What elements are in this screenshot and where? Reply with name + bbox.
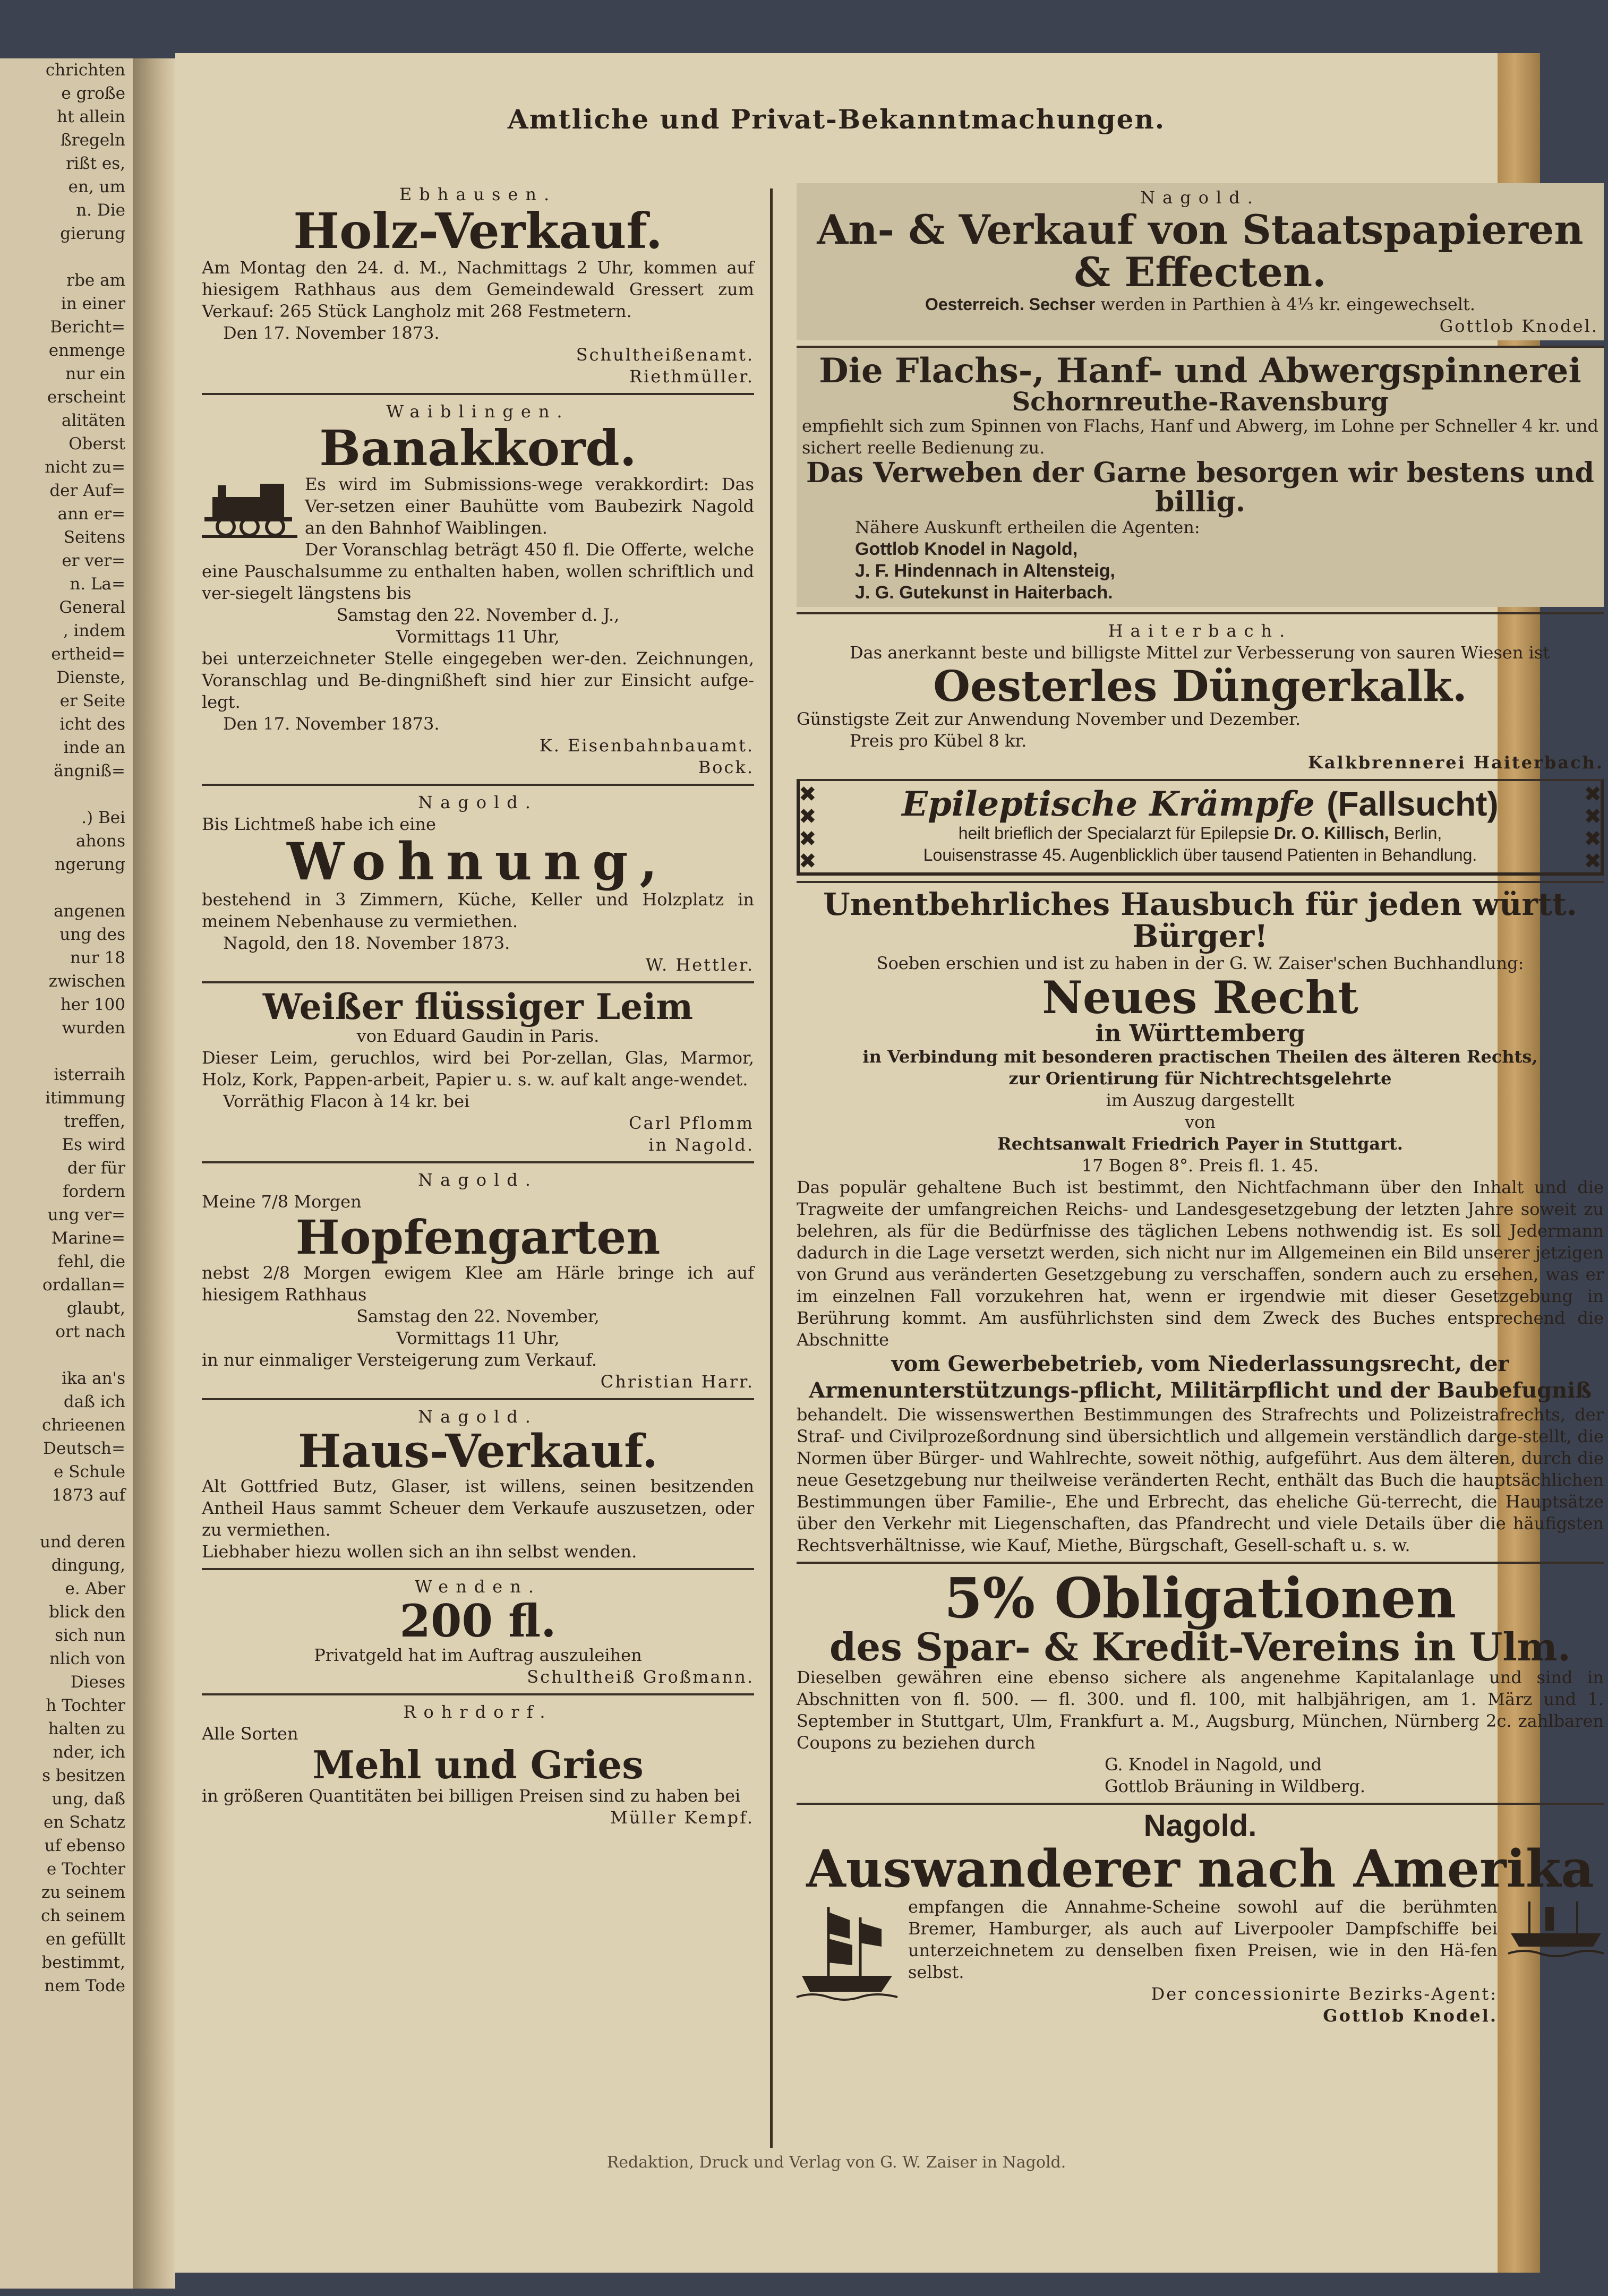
previous-page-line: gierung — [60, 224, 125, 243]
ad-signature: Carl Pflomm — [629, 1113, 754, 1134]
previous-page-line — [0, 876, 133, 899]
previous-page-line: n. Die — [76, 201, 125, 220]
left-column — [202, 183, 754, 1829]
previous-page-line: isterraih — [54, 1065, 125, 1084]
previous-page-line: e. Aber — [65, 1579, 125, 1598]
previous-page-line — [0, 1343, 133, 1367]
ad-hopfengarten — [202, 1161, 754, 1392]
ad-duengerkalk — [797, 612, 1604, 774]
ad-line-1: heilt brieflich der Specialarzt für Epilepsie — [958, 823, 1269, 843]
previous-page-line: chrieenen — [41, 1416, 125, 1435]
previous-page-line: ung, daß — [52, 1789, 125, 1809]
agent-1: Gottlob Knodel in Nagold, — [855, 539, 1078, 560]
ad-place: Nagold. — [1140, 187, 1260, 208]
previous-page-line: Marine= — [51, 1229, 125, 1248]
ad-signature-2: Gottlob Bräuning in Wildberg. — [1105, 1776, 1365, 1797]
right-column — [797, 183, 1604, 2027]
ad-signature-office: Schultheißenamt. — [576, 344, 754, 365]
ad-body-2: in nur einmaliger Versteigerung zum Verkauf. — [202, 1349, 597, 1370]
masthead: Amtliche und Privat-Bekanntmachungen. — [507, 104, 1166, 135]
ad-deadline-date: Samstag den 22. November d. J., — [336, 605, 620, 626]
ad-auction-time: Vormittags 11 Uhr, — [396, 1327, 560, 1348]
previous-page-line: Seitens — [63, 528, 125, 547]
ad-place: Nagold. — [418, 1170, 538, 1190]
ad-subtitle: Soeben erschien und ist zu haben in der G. W. Zaiser'schen Buchhandlung: — [876, 953, 1524, 974]
ad-title: Epileptische Krämpfe — [902, 784, 1315, 825]
previous-page-line: .) Bei — [81, 808, 125, 827]
previous-page-line: s besitzen — [42, 1766, 125, 1785]
previous-page-line: der für — [67, 1159, 125, 1178]
book-author: Rechtsanwalt Friedrich Payer in Stuttgart. — [997, 1133, 1403, 1154]
ad-title: Hopfengarten — [295, 1210, 661, 1265]
ad-title: Weißer flüssiger Leim — [262, 986, 694, 1027]
previous-page-line: Bericht= — [50, 318, 125, 337]
ad-stock: Vorräthig Flacon à 14 kr. bei — [223, 1091, 470, 1112]
ad-title: 5% Obligationen — [944, 1565, 1457, 1631]
previous-page-line — [0, 245, 133, 269]
ad-title: Die Flachs-, Hanf- und Abwergspinnerei — [819, 350, 1581, 391]
ad-signature: Kalkbrennerei Haiterbach. — [1308, 752, 1604, 773]
ad-deadline-time: Vormittags 11 Uhr, — [396, 627, 560, 647]
book-line-1: in Verbindung mit besonderen practischen Theilen des älteren Rechts, — [862, 1046, 1538, 1067]
book-region: in Württemberg — [1095, 1020, 1305, 1047]
previous-page-line: en gefüllt — [45, 1930, 125, 1949]
newspaper-page — [175, 53, 1604, 2273]
book-description-2: behandelt. Die wissenswerthen Bestimmungen des Strafrechts und Polizeistrafrechts, der Straf- und Civilprozeßordnung sind übersichtlich und allgemein verständlich darge-stellt, die Normen über Bürger- und Wahlrechte, soweit nöthig, aufgeführt. Aus dem älteren, durch die neue Gesetzgebung nur theilweise veränderten Recht, enthält das Buch die hauptsächlichen Bestimmungen über Familie-, Ehe und Erbrecht, das eheliche Gü-terrecht, die Hauptsätze über den Verkehr mit Liegenschaften, das Pfandrecht und viele Details über die häufigsten Rechtsverhältnisse, wie Kauf, Miethe, Bürgschaft, Gesell-schaft u. s. w. — [797, 1404, 1604, 1555]
previous-page-line: Es wird — [62, 1135, 125, 1154]
previous-page-line: blick den — [49, 1603, 125, 1622]
ad-line-2: Louisenstrasse 45. Augenblicklich über tausend Patienten in Behandlung. — [923, 845, 1477, 864]
previous-page-line: ordallan= — [42, 1275, 125, 1295]
agent-2: J. F. Hindennach in Altensteig, — [855, 561, 1115, 581]
ad-title: Wohnung, — [287, 832, 669, 892]
book-line-4: von — [1185, 1111, 1216, 1132]
previous-page-line: fehl, die — [57, 1252, 125, 1271]
ad-city: Berlin, — [1393, 823, 1442, 843]
ad-place: Nagold. — [418, 1406, 538, 1427]
ad-doctor: Dr. O. Killisch, — [1273, 823, 1389, 843]
previous-page-line: Dienste, — [56, 668, 125, 687]
previous-page-line: Dieses — [70, 1673, 125, 1692]
ad-body-3: bei unterzeichneter Stelle eingegeben wer-den. Zeichnungen, Voranschlag und Be-dingnißheft sind hier zur Einsicht aufge-legt. — [202, 648, 754, 713]
ad-intro: Meine 7/8 Morgen — [202, 1192, 362, 1212]
previous-page-line — [0, 1040, 133, 1063]
ad-body: Privatgeld hat im Auftrag auszuleihen — [314, 1645, 642, 1666]
previous-page-line: e Schule — [54, 1462, 125, 1481]
ad-body: bestehend in 3 Zimmern, Küche, Keller und Holzplatz in meinem Nebenhause zu vermiethen. — [202, 889, 754, 931]
ad-body: empfiehlt sich zum Spinnen von Flachs, Hanf und Abwerg, im Lohne per Schneller 4 kr. und sichert reelle Bedienung zu. — [802, 416, 1598, 458]
ad-title: Holz-Verkauf. — [293, 202, 663, 260]
ad-subtitle: von Eduard Gaudin in Paris. — [356, 1026, 600, 1047]
ad-epilepsie — [797, 779, 1604, 875]
previous-page-line: und deren — [40, 1532, 125, 1552]
previous-page-line: ika an's — [62, 1369, 125, 1388]
ad-place: Haiterbach. — [1108, 621, 1293, 641]
previous-page-line: enmenge — [48, 341, 125, 360]
ad-body: werden in Parthien à 4⅓ kr. eingewechselt. — [1100, 294, 1476, 314]
ad-body: Am Montag den 24. d. M., Nachmittags 2 Uhr, kommen auf hiesigem Rathhaus aus dem Gemeindewald Gressert zum Verkauf: 265 Stück Langholz mit 268 Festmetern. — [202, 257, 754, 321]
ad-signature: Bock. — [698, 757, 754, 778]
ad-body-2: Der Voranschlag beträgt 450 fl. Die Offerte, welche eine Pauschalsumme zu enthalten haben, wollen schriftlich und ver-siegelt längstens bis — [202, 539, 754, 604]
ad-intro: Alle Sorten — [202, 1724, 298, 1744]
ad-haus-verkauf — [202, 1398, 754, 1563]
ad-signature-office: K. Eisenbahnbauamt. — [539, 735, 754, 756]
ad-date: Den 17. November 1873. — [223, 714, 440, 734]
ad-place: Ebhausen. — [399, 184, 557, 204]
previous-page-line — [0, 783, 133, 806]
ad-intro: Das anerkannt beste und billigste Mittel zur Verbesserung von sauren Wiesen ist — [850, 642, 1550, 663]
previous-page-line: e Tochter — [46, 1860, 125, 1879]
previous-page-line: bestimmt, — [41, 1953, 125, 1972]
ad-agents-intro: Nähere Auskunft ertheilen die Agenten: — [855, 517, 1200, 538]
ad-leim — [202, 981, 754, 1156]
ad-signature: Müller Kempf. — [610, 1807, 754, 1828]
ad-signature-place: in Nagold. — [648, 1135, 754, 1155]
ad-title: Auswanderer nach Amerika — [806, 1839, 1594, 1899]
book-line-3: im Auszug dargestellt — [1106, 1090, 1295, 1110]
ad-signature: Riethmüller. — [629, 366, 754, 387]
previous-page-line: 1873 auf — [52, 1486, 125, 1505]
ad-holz-verkauf — [202, 183, 754, 388]
ad-title: Haus-Verkauf. — [298, 1424, 658, 1478]
previous-page-line: rbe am — [66, 271, 125, 290]
ad-highlight: Oesterreich. Sechser — [925, 294, 1096, 314]
previous-page-line: nur 18 — [70, 948, 125, 967]
ornament-border-left-icon: ✖ ✖ ✖ ✖ — [799, 782, 817, 874]
previous-page-line: ung des — [59, 925, 125, 944]
book-gutter — [133, 58, 175, 2289]
previous-page-line: en, um — [68, 177, 125, 196]
book-sections: vom Gewerbebetrieb, vom Niederlassungsrecht, der Armenunterstützungs-pflicht, Militärpflicht und der Baubefugniß — [809, 1351, 1592, 1403]
ad-title-2: (Fallsucht) — [1327, 785, 1499, 824]
previous-page-line: chrichten — [45, 61, 125, 80]
previous-page-line: nem Tode — [44, 1976, 125, 1995]
previous-page-line: , indem — [63, 621, 125, 640]
previous-page-line: zu seinem — [41, 1883, 125, 1902]
previous-page-line: angenen — [54, 902, 125, 921]
ad-auswanderer — [797, 1803, 1604, 2027]
previous-page-edge — [0, 58, 133, 2289]
previous-page-line: erscheint — [47, 388, 125, 407]
agent-3: J. G. Gutekunst in Haiterbach. — [855, 582, 1113, 603]
ad-body: Dieser Leim, geruchlos, wird bei Por-zellan, Glas, Marmor, Holz, Kork, Pappen-arbeit, Papier u. s. w. auf kalt ange-wendet. — [202, 1048, 754, 1090]
previous-page-line — [0, 1507, 133, 1530]
ad-title: Oesterles Düngerkalk. — [933, 661, 1467, 712]
ad-title: Banakkord. — [319, 419, 637, 477]
previous-page-line: ht allein — [57, 107, 125, 126]
previous-page-line: der Auf= — [49, 481, 125, 500]
previous-page-line: Oberst — [69, 434, 125, 453]
previous-page-line: General — [59, 598, 125, 617]
sailing-ship-icon — [797, 1896, 897, 2002]
previous-page-line: ßregeln — [61, 131, 125, 150]
ad-place: Nagold. — [418, 792, 538, 813]
book-line-2: zur Orientirung für Nichtrechtsgelehrte — [1008, 1068, 1392, 1089]
previous-page-line: e große — [61, 84, 125, 103]
ad-intro: Bis Lichtmeß habe ich eine — [202, 814, 436, 835]
ad-signature: Gottlob Knodel. — [1323, 2006, 1498, 2026]
book-price: 17 Bogen 8°. Preis fl. 1. 45. — [1081, 1155, 1319, 1176]
previous-page-line: ch seinem — [40, 1906, 125, 1925]
footer-imprint: Redaktion, Druck und Verlag von G. W. Zaiser in Nagold. — [606, 2153, 1066, 2172]
ad-agent-label: Der concessionirte Bezirks-Agent: — [1151, 1984, 1498, 2004]
previous-page-line: her 100 — [60, 995, 125, 1014]
column-divider — [770, 189, 773, 2148]
ad-staatspapiere — [797, 183, 1604, 340]
ad-subtitle: Schornreuthe-Ravensburg — [1012, 387, 1389, 417]
ad-signature: Schultheiß Großmann. — [527, 1667, 754, 1687]
ad-signature: Christian Harr. — [600, 1371, 754, 1392]
ad-spinnerei — [797, 346, 1604, 607]
previous-page-line: ahons — [76, 832, 125, 851]
ad-title-2: des Spar- & Kredit-Vereins in Ulm. — [829, 1624, 1571, 1669]
previous-page-line: icht des — [59, 715, 125, 734]
previous-page-line: Deutsch= — [43, 1439, 125, 1458]
previous-page-line: rißt es, — [66, 154, 125, 173]
previous-page-line: halten zu — [48, 1719, 125, 1738]
previous-page-line: er ver= — [62, 551, 125, 570]
previous-page-line: dingung, — [51, 1556, 125, 1575]
ad-title-2: & Effecten. — [1074, 248, 1327, 296]
previous-page-line: ann er= — [57, 504, 125, 524]
previous-page-line: uf ebenso — [44, 1836, 125, 1855]
ad-title: Unentbehrliches Hausbuch für jeden württ. Bürger! — [823, 886, 1577, 955]
previous-page-line: daß ich — [63, 1392, 125, 1411]
previous-page-line: sich nun — [55, 1626, 125, 1645]
previous-page-line: ngerung — [55, 855, 125, 874]
ad-body: empfangen die Annahme-Scheine sowohl auf die berühmten Bremer, Hamburger, als auch auf Liverpooler Dampfschiffe bei unterzeichnetem zu denselben fixen Preisen, wie in den Hä-fen selbst. — [908, 1897, 1498, 1983]
previous-page-line: n. La= — [70, 575, 125, 594]
ad-line-2: Preis pro Kübel 8 kr. — [850, 731, 1027, 751]
ad-place: Nagold. — [1143, 1809, 1257, 1844]
previous-page-line: ort nach — [55, 1322, 125, 1341]
ad-title-2: Das Verweben der Garne besorgen wir bestens und billig. — [806, 457, 1594, 518]
ad-banakkord — [202, 393, 754, 779]
previous-page-line: nur ein — [65, 364, 125, 383]
previous-page-line: in einer — [61, 294, 125, 313]
ad-body: in größeren Quantitäten bei billigen Preisen sind zu haben bei — [202, 1785, 741, 1806]
previous-page-line: nder, ich — [53, 1743, 125, 1762]
ad-body: Es wird im Submissions-wege verakkordirt: Das Ver-setzen einer Bauhütte vom Baubezirk Nagold an den Bahnhof Waiblingen. — [305, 474, 754, 538]
ad-obligationen — [797, 1562, 1604, 1798]
previous-page-line: h Tochter — [46, 1696, 125, 1715]
previous-page-line: en Schatz — [43, 1813, 125, 1832]
ad-wohnung — [202, 784, 754, 976]
ad-title: Mehl und Gries — [312, 1742, 644, 1788]
previous-page-line: ertheid= — [51, 645, 125, 664]
previous-page-line: fordern — [63, 1182, 125, 1201]
ad-date: Nagold, den 18. November 1873. — [223, 932, 510, 953]
ad-signature: Gottlob Knodel. — [1439, 315, 1598, 336]
previous-page-line: nlich von — [49, 1649, 125, 1668]
previous-page-line: inde an — [63, 738, 125, 757]
ornament-border-right-icon: ✖ ✖ ✖ ✖ — [1584, 782, 1602, 874]
ad-place: Wenden. — [414, 1576, 542, 1597]
ad-auction-date: Samstag den 22. November, — [356, 1306, 600, 1326]
ad-mehl-gries — [202, 1693, 754, 1829]
previous-page-line: nicht zu= — [45, 458, 125, 477]
ad-privatgeld — [202, 1568, 754, 1688]
ad-body: nebst 2/8 Morgen ewigem Klee am Härle bringe ich auf hiesigem Rathhaus — [202, 1262, 754, 1305]
book-title: Neues Recht — [1042, 971, 1358, 1024]
ad-signature: W. Hettler. — [645, 954, 754, 975]
previous-page-line: alitäten — [61, 411, 125, 430]
previous-page-line: ung ver= — [47, 1205, 125, 1224]
previous-page-line: wurden — [62, 1018, 125, 1038]
ad-body: Alt Gottfried Butz, Glaser, ist willens, seinen besitzenden Antheil Haus sammt Scheuer dem Verkaufe auszusetzen, oder zu vermiethen. — [202, 1476, 754, 1540]
ad-place: Waiblingen. — [386, 401, 570, 422]
ad-date: Den 17. November 1873. — [223, 322, 440, 343]
previous-page-line: zwischen — [48, 972, 125, 991]
ad-line-1: Günstigste Zeit zur Anwendung November und Dezember. — [797, 709, 1301, 730]
previous-page-line: er Seite — [59, 691, 125, 710]
locomotive-icon — [202, 476, 297, 539]
previous-page-line: glaubt, — [66, 1299, 125, 1318]
steamship-icon — [1508, 1896, 1604, 1960]
ad-hausbuch — [797, 881, 1604, 1556]
ad-body: Dieselben gewähren eine ebenso sichere als angenehme Kapitalanlage und sind in Abschnitten von fl. 500. — fl. 300. und fl. 100, mit halbjährigen, am 1. März und 1. September in Stuttgart, Ulm, Frankfurt a. M., Augsburg, München, Nürnberg 2c. zahlbaren Coupons zu beziehen durch — [797, 1667, 1604, 1753]
ad-title: An- & Verkauf von Staatspapieren — [817, 206, 1584, 253]
previous-page-line: itimmung — [45, 1089, 125, 1108]
previous-page-line: treffen, — [64, 1112, 125, 1131]
previous-page-line: ängniß= — [54, 761, 125, 781]
book-description: Das populär gehaltene Buch ist bestimmt, den Nichtfachmann über den Inhalt und die Tragweite der umfangreichen Reichs- und Landesgesetzgebung der letzten Jahre soweit zu belehren, als für die Bedürfnisse des täglichen Lebens nothwendig ist. Es soll Jedermann dadurch in die Lage versetzt werden, sich nicht nur im Allgemeinen ein Bild unserer jetzigen von Grund aus veränderten Gesetzgebung zu verschaffen, sondern auch zu ersehen, was er im einzelnen Fall vorzukehren hat, wenn er irgendwie mit dieser Gesetzgebung in Berührung kommt. Am ausführlichsten sind dem Zweck des Buches entsprechend die Abschnitte — [797, 1177, 1604, 1350]
ad-body-2: Liebhaber hiezu wollen sich an ihn selbst wenden. — [202, 1541, 637, 1562]
ad-title: 200 fl. — [399, 1594, 557, 1647]
ad-signature-1: G. Knodel in Nagold, und — [1105, 1754, 1322, 1775]
ad-place: Rohrdorf. — [403, 1702, 553, 1723]
